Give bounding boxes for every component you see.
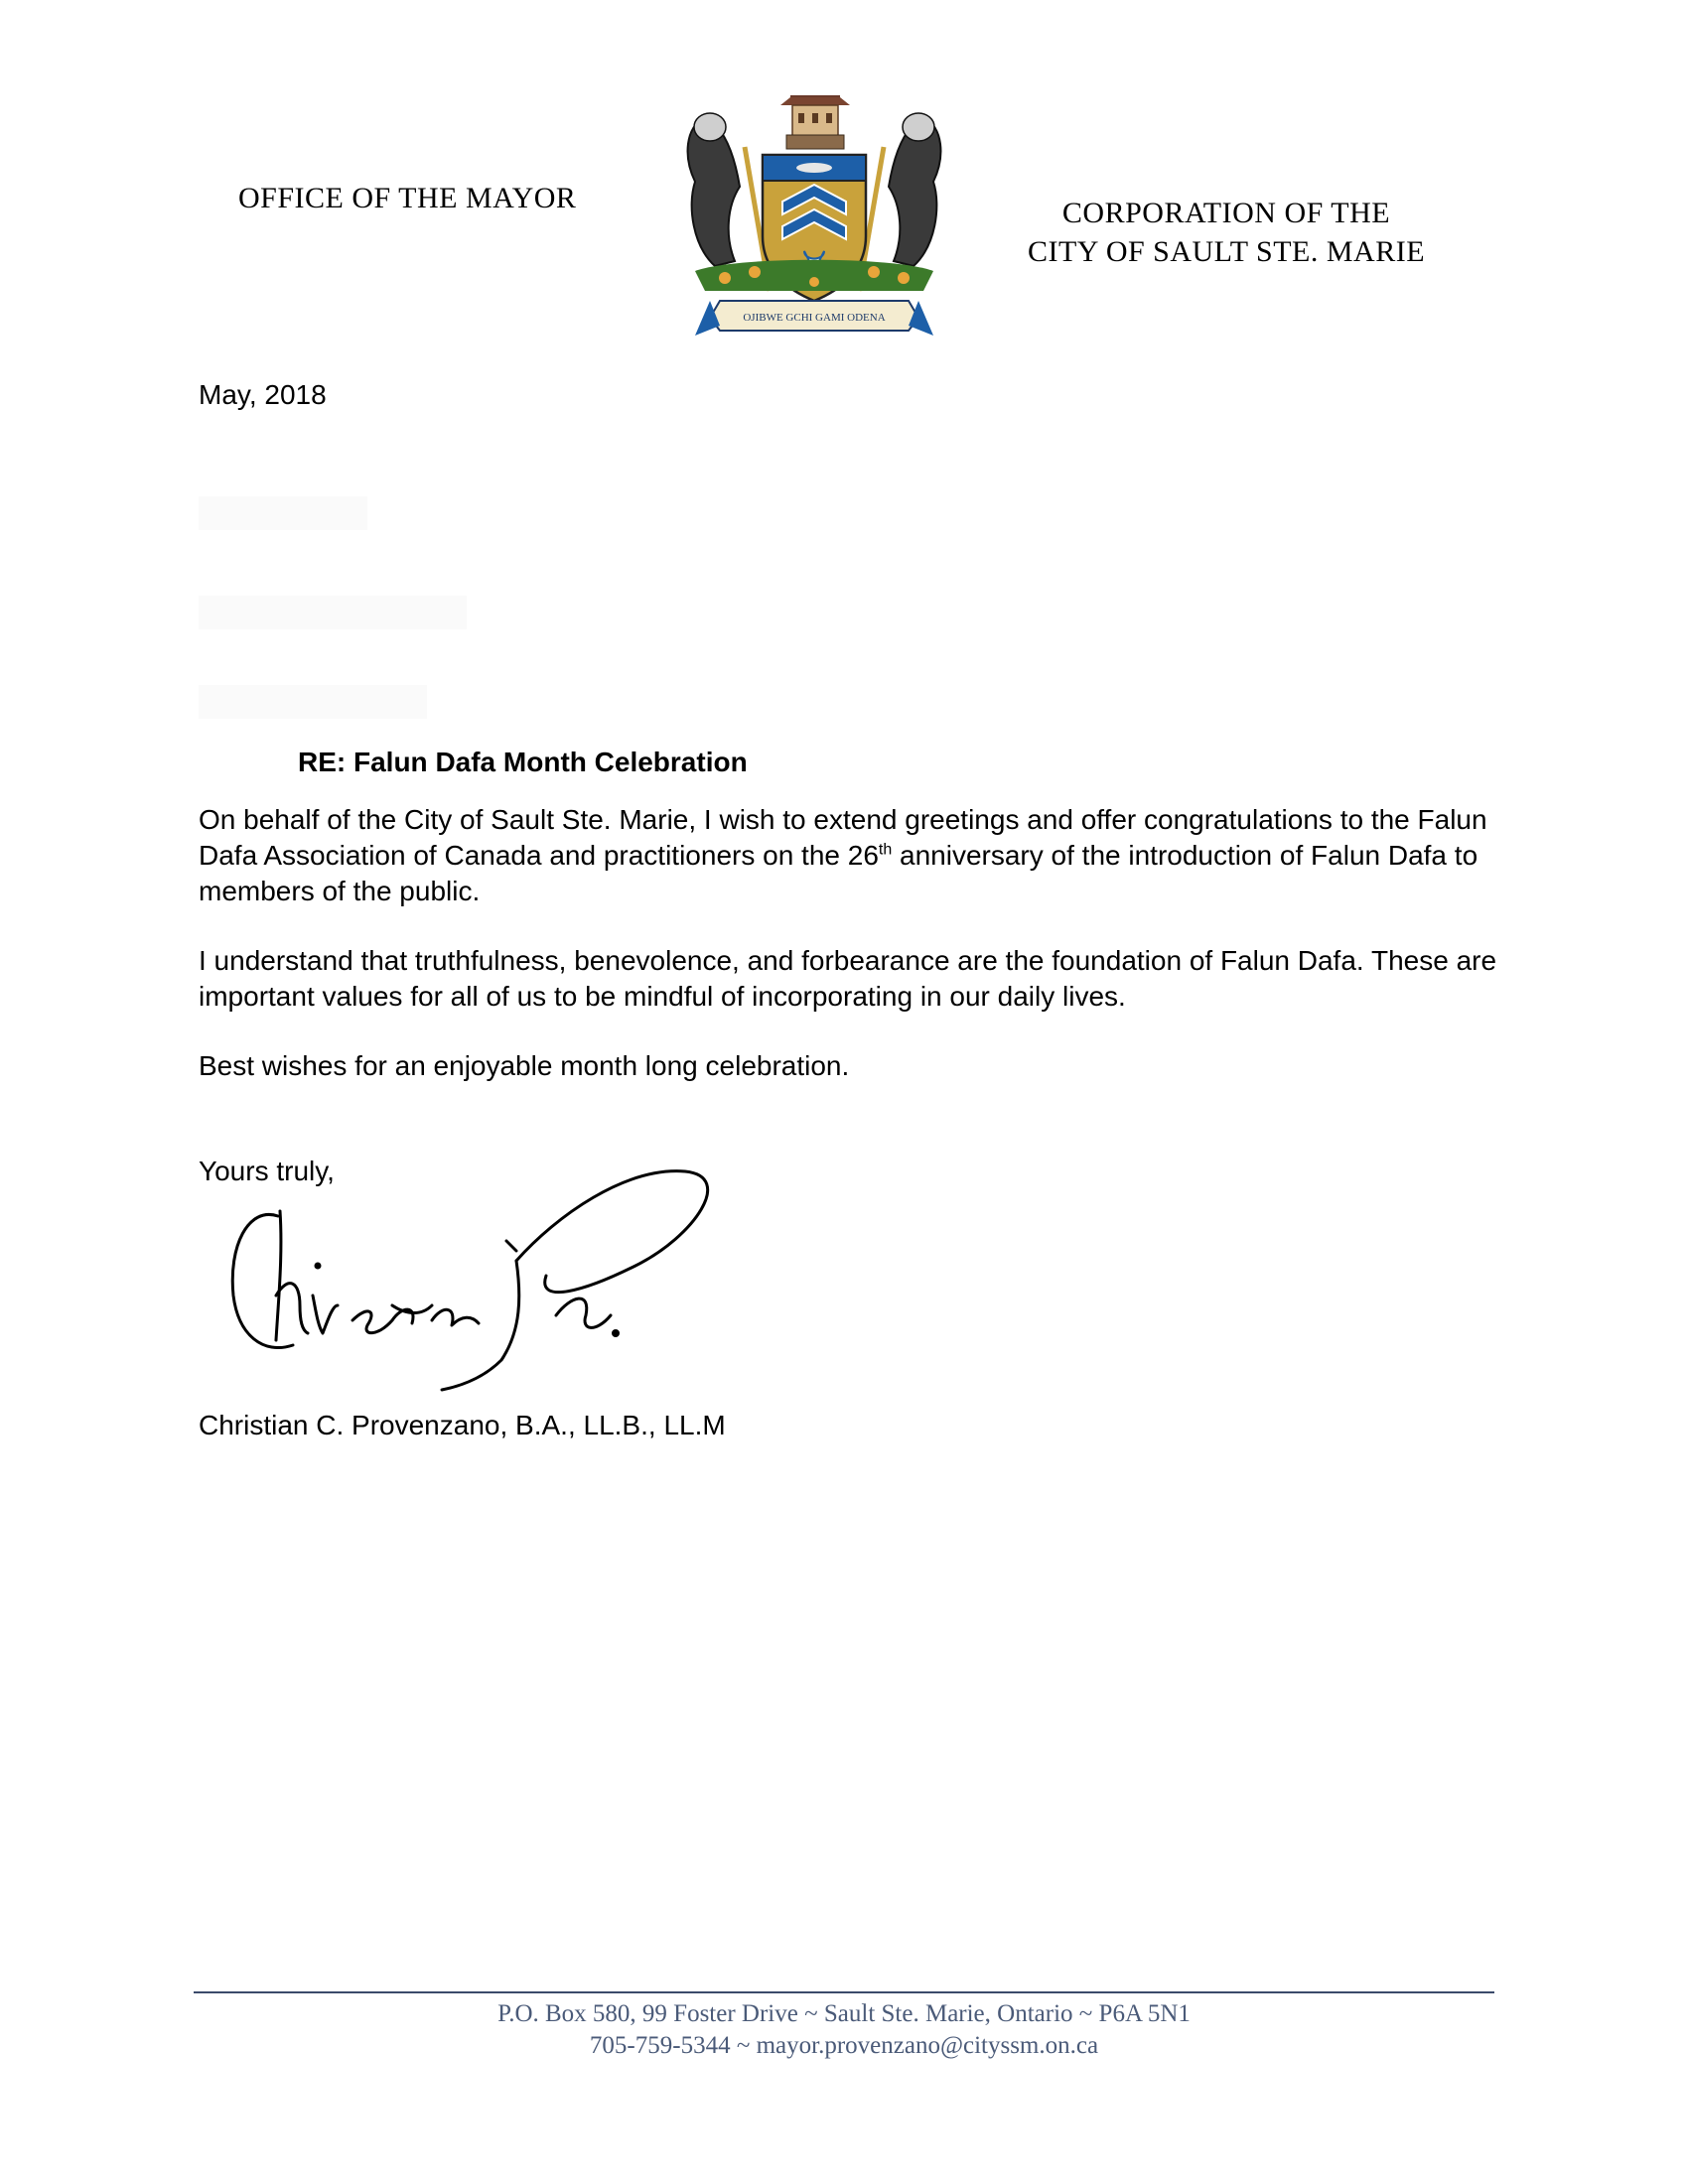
corporation-heading-line2: CITY OF SAULT STE. MARIE — [1027, 235, 1426, 268]
footer-address — [194, 1998, 1494, 2062]
signer-name: Christian C. Provenzano, B.A., LL.B., LL.M — [199, 1410, 726, 1440]
letter-paragraph-2: I understand that truthfulness, benevolence, and forbearance are the foundation of Falun Dafa. These are important values for all of us to be mindful of incorporating in our daily lives. — [199, 945, 1497, 1012]
letter-closing: Yours truly, — [199, 1156, 335, 1186]
footer-line-2: 705-759-5344 ~ mayor.provenzano@cityssm.on.ca — [589, 2032, 1099, 2059]
letter-paragraph-3: Best wishes for an enjoyable month long celebration. — [199, 1050, 850, 1081]
crest-motto: OJIBWE GCHI GAMI ODENA — [743, 312, 886, 324]
letter-paragraph-1 — [199, 802, 1509, 909]
redacted-address-block — [199, 496, 467, 725]
p1-text-b: anniversary of the introduction of Falun Dafa to members of the public. — [199, 840, 1478, 906]
footer-line-1: P.O. Box 580, 99 Foster Drive ~ Sault Ste. Marie, Ontario ~ P6A 5N1 — [497, 2000, 1191, 2027]
p1-text-a: On behalf of the City of Sault Ste. Marie, I wish to extend greetings and offer congratulations to the Falun Dafa Association of Canada and practitioners on the 26 — [199, 804, 1487, 871]
corporation-heading — [1003, 194, 1450, 271]
office-of-the-mayor-heading: OFFICE OF THE MAYOR — [238, 182, 577, 214]
p1-superscript: th — [878, 841, 893, 859]
corporation-heading-line1: CORPORATION OF THE — [1061, 197, 1391, 229]
letter-date: May, 2018 — [199, 379, 327, 410]
handwritten-signature-icon — [218, 1157, 755, 1395]
letter-subject: RE: Falun Dafa Month Celebration — [298, 747, 748, 777]
footer-divider — [194, 1991, 1494, 1993]
coat-of-arms-crest-icon — [665, 87, 963, 341]
